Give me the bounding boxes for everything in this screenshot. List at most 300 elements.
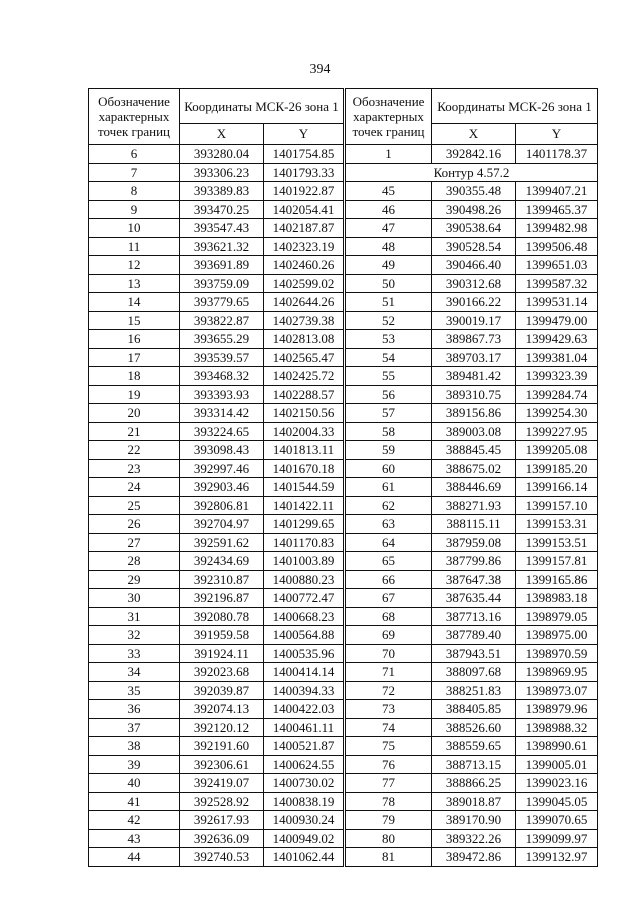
table-row	[346, 478, 598, 497]
y-value: 1398979.96	[516, 700, 598, 719]
x-value: 393389.83	[180, 182, 264, 201]
y-value: 1402739.38	[264, 311, 344, 330]
point-number: 48	[346, 237, 432, 256]
point-number: 75	[346, 737, 432, 756]
table-row	[346, 718, 598, 737]
x-value: 389018.87	[432, 792, 516, 811]
table-row	[346, 404, 598, 423]
y-value: 1401813.11	[264, 441, 344, 460]
point-number: 51	[346, 293, 432, 312]
table-row	[89, 256, 344, 275]
table-row	[89, 570, 344, 589]
point-number: 55	[346, 367, 432, 386]
point-number: 19	[89, 385, 180, 404]
table-row	[89, 533, 344, 552]
point-number: 36	[89, 700, 180, 719]
table-row	[346, 644, 598, 663]
x-value: 393468.32	[180, 367, 264, 386]
x-value: 392434.69	[180, 552, 264, 571]
point-number: 12	[89, 256, 180, 275]
x-value: 392903.46	[180, 478, 264, 497]
x-value: 392997.46	[180, 459, 264, 478]
point-number: 17	[89, 348, 180, 367]
x-value: 389156.86	[432, 404, 516, 423]
table-row	[346, 626, 598, 645]
table-row	[346, 737, 598, 756]
y-value: 1399381.04	[516, 348, 598, 367]
point-number: 11	[89, 237, 180, 256]
x-value: 387713.16	[432, 607, 516, 626]
x-value: 390466.40	[432, 256, 516, 275]
x-value: 390019.17	[432, 311, 516, 330]
table-row	[89, 441, 344, 460]
x-value: 388526.60	[432, 718, 516, 737]
y-value: 1402288.57	[264, 385, 344, 404]
table-row	[89, 552, 344, 571]
table-row	[346, 274, 598, 293]
y-value: 1401793.33	[264, 163, 344, 182]
table-row	[89, 348, 344, 367]
y-value: 1399506.48	[516, 237, 598, 256]
point-number: 31	[89, 607, 180, 626]
header-y: Y	[264, 124, 344, 145]
table-row	[346, 330, 598, 349]
table-row	[346, 663, 598, 682]
coordinates-table-left	[88, 88, 344, 867]
point-number: 50	[346, 274, 432, 293]
x-value: 392023.68	[180, 663, 264, 682]
x-value: 388115.11	[432, 515, 516, 534]
y-value: 1401922.87	[264, 182, 344, 201]
table-row	[89, 478, 344, 497]
x-value: 390538.64	[432, 219, 516, 238]
y-value: 1402599.02	[264, 274, 344, 293]
table-row	[346, 792, 598, 811]
y-value: 1400772.47	[264, 589, 344, 608]
point-number: 69	[346, 626, 432, 645]
point-number: 27	[89, 533, 180, 552]
x-value: 390355.48	[432, 182, 516, 201]
table-row	[89, 663, 344, 682]
y-value: 1399587.32	[516, 274, 598, 293]
y-value: 1398988.32	[516, 718, 598, 737]
y-value: 1400461.11	[264, 718, 344, 737]
point-number: 25	[89, 496, 180, 515]
point-number: 37	[89, 718, 180, 737]
point-number: 57	[346, 404, 432, 423]
table-row	[89, 755, 344, 774]
y-value: 1398990.61	[516, 737, 598, 756]
y-value: 1399651.03	[516, 256, 598, 275]
y-value: 1402565.47	[264, 348, 344, 367]
table-row	[346, 570, 598, 589]
x-value: 393393.93	[180, 385, 264, 404]
y-value: 1399407.21	[516, 182, 598, 201]
y-value: 1399023.16	[516, 774, 598, 793]
x-value: 393547.43	[180, 219, 264, 238]
x-value: 392591.62	[180, 533, 264, 552]
table-row	[89, 330, 344, 349]
x-value: 388405.85	[432, 700, 516, 719]
table-row	[89, 219, 344, 238]
point-number: 73	[346, 700, 432, 719]
x-value: 392080.78	[180, 607, 264, 626]
x-value: 392806.81	[180, 496, 264, 515]
point-number: 58	[346, 422, 432, 441]
y-value: 1400838.19	[264, 792, 344, 811]
x-value: 393822.87	[180, 311, 264, 330]
point-number: 40	[89, 774, 180, 793]
x-value: 392704.97	[180, 515, 264, 534]
point-number: 52	[346, 311, 432, 330]
y-value: 1398973.07	[516, 681, 598, 700]
y-value: 1399005.01	[516, 755, 598, 774]
x-value: 389703.17	[432, 348, 516, 367]
table-row	[346, 293, 598, 312]
table-row	[346, 237, 598, 256]
x-value: 393280.04	[180, 145, 264, 164]
point-number: 18	[89, 367, 180, 386]
table-row	[346, 348, 598, 367]
point-number: 39	[89, 755, 180, 774]
x-value: 388675.02	[432, 459, 516, 478]
table-row	[89, 496, 344, 515]
x-value: 393098.43	[180, 441, 264, 460]
y-value: 1399157.81	[516, 552, 598, 571]
table-row	[89, 367, 344, 386]
table-body-left	[89, 145, 344, 867]
point-number: 81	[346, 848, 432, 867]
header-coordinates: Координаты МСК-26 зона 1	[180, 89, 344, 124]
y-value: 1398970.59	[516, 644, 598, 663]
x-value: 387959.08	[432, 533, 516, 552]
x-value: 388446.69	[432, 478, 516, 497]
table-row	[89, 311, 344, 330]
point-number: 44	[89, 848, 180, 867]
point-number: 9	[89, 200, 180, 219]
x-value: 389170.90	[432, 811, 516, 830]
y-value: 1399185.20	[516, 459, 598, 478]
point-number: 71	[346, 663, 432, 682]
x-value: 389003.08	[432, 422, 516, 441]
y-value: 1400624.55	[264, 755, 344, 774]
x-value: 393314.42	[180, 404, 264, 423]
point-number: 72	[346, 681, 432, 700]
table-row	[346, 441, 598, 460]
y-value: 1400521.87	[264, 737, 344, 756]
x-value: 393306.23	[180, 163, 264, 182]
table-row	[89, 848, 344, 867]
y-value: 1399132.97	[516, 848, 598, 867]
x-value: 388271.93	[432, 496, 516, 515]
x-value: 387635.44	[432, 589, 516, 608]
point-number: 26	[89, 515, 180, 534]
x-value: 393621.32	[180, 237, 264, 256]
table-row	[89, 626, 344, 645]
table-row	[346, 182, 598, 201]
y-value: 1399429.63	[516, 330, 598, 349]
x-value: 392039.87	[180, 681, 264, 700]
point-number: 20	[89, 404, 180, 423]
point-number: 65	[346, 552, 432, 571]
x-value: 390312.68	[432, 274, 516, 293]
point-number: 29	[89, 570, 180, 589]
contour-label: Контур 4.57.2	[346, 163, 598, 182]
x-value: 390528.54	[432, 237, 516, 256]
point-number: 78	[346, 792, 432, 811]
point-number: 47	[346, 219, 432, 238]
y-value: 1399165.86	[516, 570, 598, 589]
point-number: 53	[346, 330, 432, 349]
y-value: 1399465.37	[516, 200, 598, 219]
table-row	[89, 459, 344, 478]
y-value: 1399099.97	[516, 829, 598, 848]
y-value: 1400394.33	[264, 681, 344, 700]
y-value: 1402150.56	[264, 404, 344, 423]
point-number: 22	[89, 441, 180, 460]
y-value: 1400730.02	[264, 774, 344, 793]
table-row	[89, 700, 344, 719]
table-row	[346, 422, 598, 441]
y-value: 1402813.08	[264, 330, 344, 349]
table-row	[89, 293, 344, 312]
point-number: 15	[89, 311, 180, 330]
table-row	[346, 552, 598, 571]
y-value: 1399254.30	[516, 404, 598, 423]
table-row	[89, 589, 344, 608]
point-number: 23	[89, 459, 180, 478]
y-value: 1400535.96	[264, 644, 344, 663]
point-number: 16	[89, 330, 180, 349]
y-value: 1401062.44	[264, 848, 344, 867]
x-value: 391924.11	[180, 644, 264, 663]
x-value: 389310.75	[432, 385, 516, 404]
y-value: 1399205.08	[516, 441, 598, 460]
point-number: 63	[346, 515, 432, 534]
table-row	[89, 829, 344, 848]
x-value: 388866.25	[432, 774, 516, 793]
x-value: 393539.57	[180, 348, 264, 367]
x-value: 389481.42	[432, 367, 516, 386]
x-value: 392074.13	[180, 700, 264, 719]
y-value: 1401299.65	[264, 515, 344, 534]
x-value: 391959.58	[180, 626, 264, 645]
point-number: 43	[89, 829, 180, 848]
x-value: 392419.07	[180, 774, 264, 793]
y-value: 1402460.26	[264, 256, 344, 275]
x-value: 393655.29	[180, 330, 264, 349]
y-value: 1398969.95	[516, 663, 598, 682]
table-row	[89, 792, 344, 811]
table-row	[346, 515, 598, 534]
x-value: 389322.26	[432, 829, 516, 848]
point-number: 35	[89, 681, 180, 700]
y-value: 1399479.00	[516, 311, 598, 330]
point-number: 10	[89, 219, 180, 238]
point-number: 24	[89, 478, 180, 497]
table-body-right	[346, 145, 598, 867]
table-row	[89, 737, 344, 756]
y-value: 1400564.88	[264, 626, 344, 645]
y-value: 1398983.18	[516, 589, 598, 608]
table-row	[89, 718, 344, 737]
y-value: 1399482.98	[516, 219, 598, 238]
table-row	[346, 496, 598, 515]
table-row	[346, 145, 598, 164]
x-value: 390166.22	[432, 293, 516, 312]
x-value: 387799.86	[432, 552, 516, 571]
y-value: 1400668.23	[264, 607, 344, 626]
table-row	[346, 367, 598, 386]
y-value: 1400414.14	[264, 663, 344, 682]
point-number: 74	[346, 718, 432, 737]
y-value: 1399153.31	[516, 515, 598, 534]
y-value: 1402644.26	[264, 293, 344, 312]
y-value: 1401754.85	[264, 145, 344, 164]
table-row	[89, 681, 344, 700]
point-number: 28	[89, 552, 180, 571]
point-number: 13	[89, 274, 180, 293]
point-number: 59	[346, 441, 432, 460]
table-row	[346, 459, 598, 478]
point-number: 32	[89, 626, 180, 645]
point-number: 8	[89, 182, 180, 201]
table-row	[89, 774, 344, 793]
x-value: 388097.68	[432, 663, 516, 682]
point-number: 76	[346, 755, 432, 774]
table-row	[346, 385, 598, 404]
table-row	[89, 237, 344, 256]
y-value: 1399153.51	[516, 533, 598, 552]
point-number: 70	[346, 644, 432, 663]
point-number: 67	[346, 589, 432, 608]
header-coordinates: Координаты МСК-26 зона 1	[432, 89, 598, 124]
contour-row	[346, 163, 598, 182]
x-value: 388845.45	[432, 441, 516, 460]
y-value: 1399166.14	[516, 478, 598, 497]
table-row	[346, 681, 598, 700]
x-value: 392120.12	[180, 718, 264, 737]
x-value: 392306.61	[180, 755, 264, 774]
x-value: 387647.38	[432, 570, 516, 589]
point-number: 60	[346, 459, 432, 478]
point-number: 62	[346, 496, 432, 515]
table-row	[89, 515, 344, 534]
y-value: 1399284.74	[516, 385, 598, 404]
x-value: 388251.83	[432, 681, 516, 700]
table-row	[89, 422, 344, 441]
x-value: 390498.26	[432, 200, 516, 219]
point-number: 66	[346, 570, 432, 589]
x-value: 387943.51	[432, 644, 516, 663]
point-number: 54	[346, 348, 432, 367]
y-value: 1400949.02	[264, 829, 344, 848]
point-number: 41	[89, 792, 180, 811]
header-x: X	[432, 124, 516, 145]
y-value: 1401178.37	[516, 145, 598, 164]
point-number: 56	[346, 385, 432, 404]
x-value: 392191.60	[180, 737, 264, 756]
y-value: 1402004.33	[264, 422, 344, 441]
header-point-label: Обозначение характерных точек границ	[89, 89, 180, 145]
page-number: 394	[309, 62, 331, 77]
point-number: 34	[89, 663, 180, 682]
y-value: 1400880.23	[264, 570, 344, 589]
table-row	[346, 755, 598, 774]
table-row	[346, 311, 598, 330]
point-number: 80	[346, 829, 432, 848]
y-value: 1402425.72	[264, 367, 344, 386]
table-row	[346, 811, 598, 830]
point-number: 49	[346, 256, 432, 275]
x-value: 393759.09	[180, 274, 264, 293]
y-value: 1401170.83	[264, 533, 344, 552]
x-value: 387789.40	[432, 626, 516, 645]
y-value: 1401670.18	[264, 459, 344, 478]
point-number: 79	[346, 811, 432, 830]
y-value: 1399227.95	[516, 422, 598, 441]
y-value: 1398979.05	[516, 607, 598, 626]
point-number: 61	[346, 478, 432, 497]
point-number: 30	[89, 589, 180, 608]
point-number: 77	[346, 774, 432, 793]
x-value: 392740.53	[180, 848, 264, 867]
x-value: 388559.65	[432, 737, 516, 756]
header-point-label: Обозначение характерных точек границ	[346, 89, 432, 145]
y-value: 1401003.89	[264, 552, 344, 571]
table-row	[89, 163, 344, 182]
table-row	[346, 774, 598, 793]
x-value: 393779.65	[180, 293, 264, 312]
point-number: 6	[89, 145, 180, 164]
table-row	[346, 256, 598, 275]
x-value: 389867.73	[432, 330, 516, 349]
point-number: 1	[346, 145, 432, 164]
x-value: 393470.25	[180, 200, 264, 219]
point-number: 45	[346, 182, 432, 201]
table-row	[89, 182, 344, 201]
x-value: 393691.89	[180, 256, 264, 275]
point-number: 7	[89, 163, 180, 182]
table-row	[346, 829, 598, 848]
point-number: 14	[89, 293, 180, 312]
x-value: 392617.93	[180, 811, 264, 830]
point-number: 64	[346, 533, 432, 552]
table-row	[89, 644, 344, 663]
y-value: 1399070.65	[516, 811, 598, 830]
x-value: 392842.16	[432, 145, 516, 164]
y-value: 1399531.14	[516, 293, 598, 312]
point-number: 42	[89, 811, 180, 830]
table-row	[89, 811, 344, 830]
point-number: 21	[89, 422, 180, 441]
table-row	[346, 607, 598, 626]
y-value: 1399323.39	[516, 367, 598, 386]
x-value: 392528.92	[180, 792, 264, 811]
point-number: 38	[89, 737, 180, 756]
x-value: 392310.87	[180, 570, 264, 589]
table-row	[89, 274, 344, 293]
x-value: 392196.87	[180, 589, 264, 608]
y-value: 1398975.00	[516, 626, 598, 645]
header-x: X	[180, 124, 264, 145]
y-value: 1400930.24	[264, 811, 344, 830]
y-value: 1402187.87	[264, 219, 344, 238]
table-row	[346, 848, 598, 867]
point-number: 33	[89, 644, 180, 663]
x-value: 392636.09	[180, 829, 264, 848]
y-value: 1401422.11	[264, 496, 344, 515]
